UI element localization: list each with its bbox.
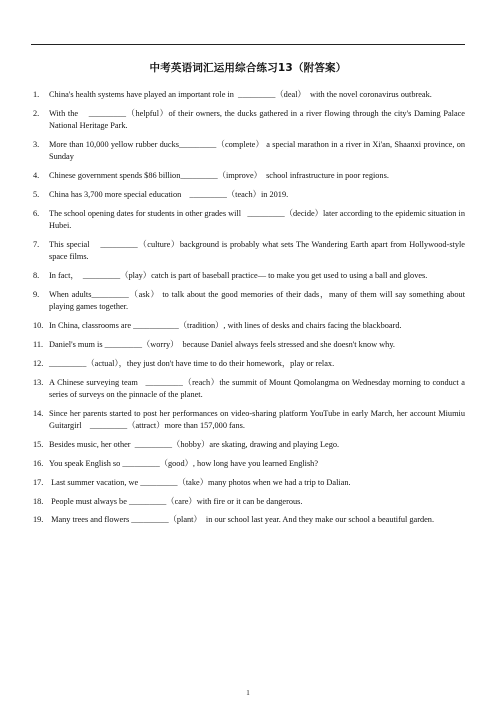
page-number: 1 (246, 689, 250, 697)
question-text: _________（actual），they just don't have time to do their homework，play or relax. (49, 358, 335, 368)
question-number: 4. (33, 171, 40, 181)
question-item (33, 239, 468, 263)
question-number: 15. (33, 439, 44, 449)
question-number: 3. (33, 139, 40, 149)
question-number: 17. (33, 477, 44, 487)
question-text: In fact， _________（play）catch is part of baseball practice— to make you get used to using a ball and gloves. (49, 271, 428, 281)
question-item (33, 89, 465, 101)
question-text: A Chinese surveying team _________（reach）the summit of Mount Qomolangma on Wednesday morning to conduct a series of surveys on the pinnacle of the planet. (49, 377, 468, 399)
question-item (33, 170, 465, 182)
question-number: 2. (33, 108, 40, 118)
question-number: 10. (33, 321, 44, 331)
question-number: 16. (33, 458, 44, 468)
question-text: In China, classrooms are ___________（tradition）, with lines of desks and chairs facing the blackboard. (49, 321, 402, 331)
question-text: More than 10,000 yellow rubber ducks_________（complete） a special marathon in a river in Xi'an, Shaanxi province, on Sunday (49, 139, 468, 162)
question-number: 12. (33, 358, 44, 368)
question-text: China has 3,700 more special education _________（teach）in 2019. (49, 189, 289, 199)
question-text: When adults_________（ask） to talk about the good memories of their dads，many of them will say something about playing games together. (49, 289, 468, 312)
question-number: 11. (33, 339, 44, 349)
question-item (33, 496, 465, 508)
question-item (33, 289, 468, 313)
question-text: You speak English so _________（good）, how long have you learned English? (49, 458, 319, 468)
question-item (33, 458, 465, 470)
question-item (33, 358, 465, 370)
question-text: This special _________（culture）background is probably what sets The Wandering Earth apart from Hollywood-style space films. (49, 239, 468, 262)
question-number: 18. (33, 496, 44, 506)
question-text: China's health systems have played an important role in _________（deal） with the novel coronavirus outbreak. (49, 90, 432, 99)
page-title: 中考英语词汇运用综合练习13（附答案） (149, 62, 347, 74)
question-item (33, 320, 465, 332)
question-number: 19. (33, 515, 44, 525)
question-item (33, 139, 468, 163)
question-item (33, 408, 468, 432)
question-text: Besides music, her other _________（hobby）are skating, drawing and playing Lego. (49, 439, 340, 449)
question-item (33, 377, 468, 401)
question-number: 13. (33, 377, 44, 387)
question-item (33, 189, 465, 201)
header-rule (31, 44, 465, 45)
question-item (33, 339, 465, 351)
question-number: 7. (33, 239, 40, 249)
question-text: Daniel's mum is _________（worry） because Daniel always feels stressed and she doesn't know why. (49, 339, 396, 349)
question-number: 1. (33, 90, 40, 99)
question-text: Since her parents started to post her performances on video-sharing platform YouTube in early March, her account Miumiu Guitargirl _________（attract）more than 157,000 fans. (49, 408, 468, 430)
question-item (33, 514, 465, 526)
question-text: Last summer vacation, we _________（take）many photos when we had a trip to Dalian. (49, 477, 351, 487)
question-item (33, 270, 465, 282)
question-list (33, 89, 468, 533)
question-number: 8. (33, 271, 40, 281)
question-item (33, 477, 465, 489)
question-number: 14. (33, 408, 44, 418)
question-text: Many trees and flowers _________（plant） in our school last year. And they make our school a beautiful garden. (49, 515, 435, 525)
question-text: People must always be _________（care）with fire or it can be dangerous. (49, 496, 303, 506)
question-text: The school opening dates for students in other grades will _________（decide）later according to the epidemic situation in Hubei. (49, 208, 468, 231)
question-number: 6. (33, 208, 40, 218)
question-item (33, 208, 468, 232)
question-item (33, 439, 465, 451)
question-number: 9. (33, 289, 40, 299)
question-text: Chinese government spends $86 billion_________（improve） school infrastructure in poor regions. (49, 171, 389, 181)
question-text: With the _________（helpful）of their owners, the ducks gathered in a river flowing through the city's Daming Palace National Heritage Park. (49, 108, 468, 131)
question-item (33, 108, 468, 132)
question-number: 5. (33, 189, 40, 199)
